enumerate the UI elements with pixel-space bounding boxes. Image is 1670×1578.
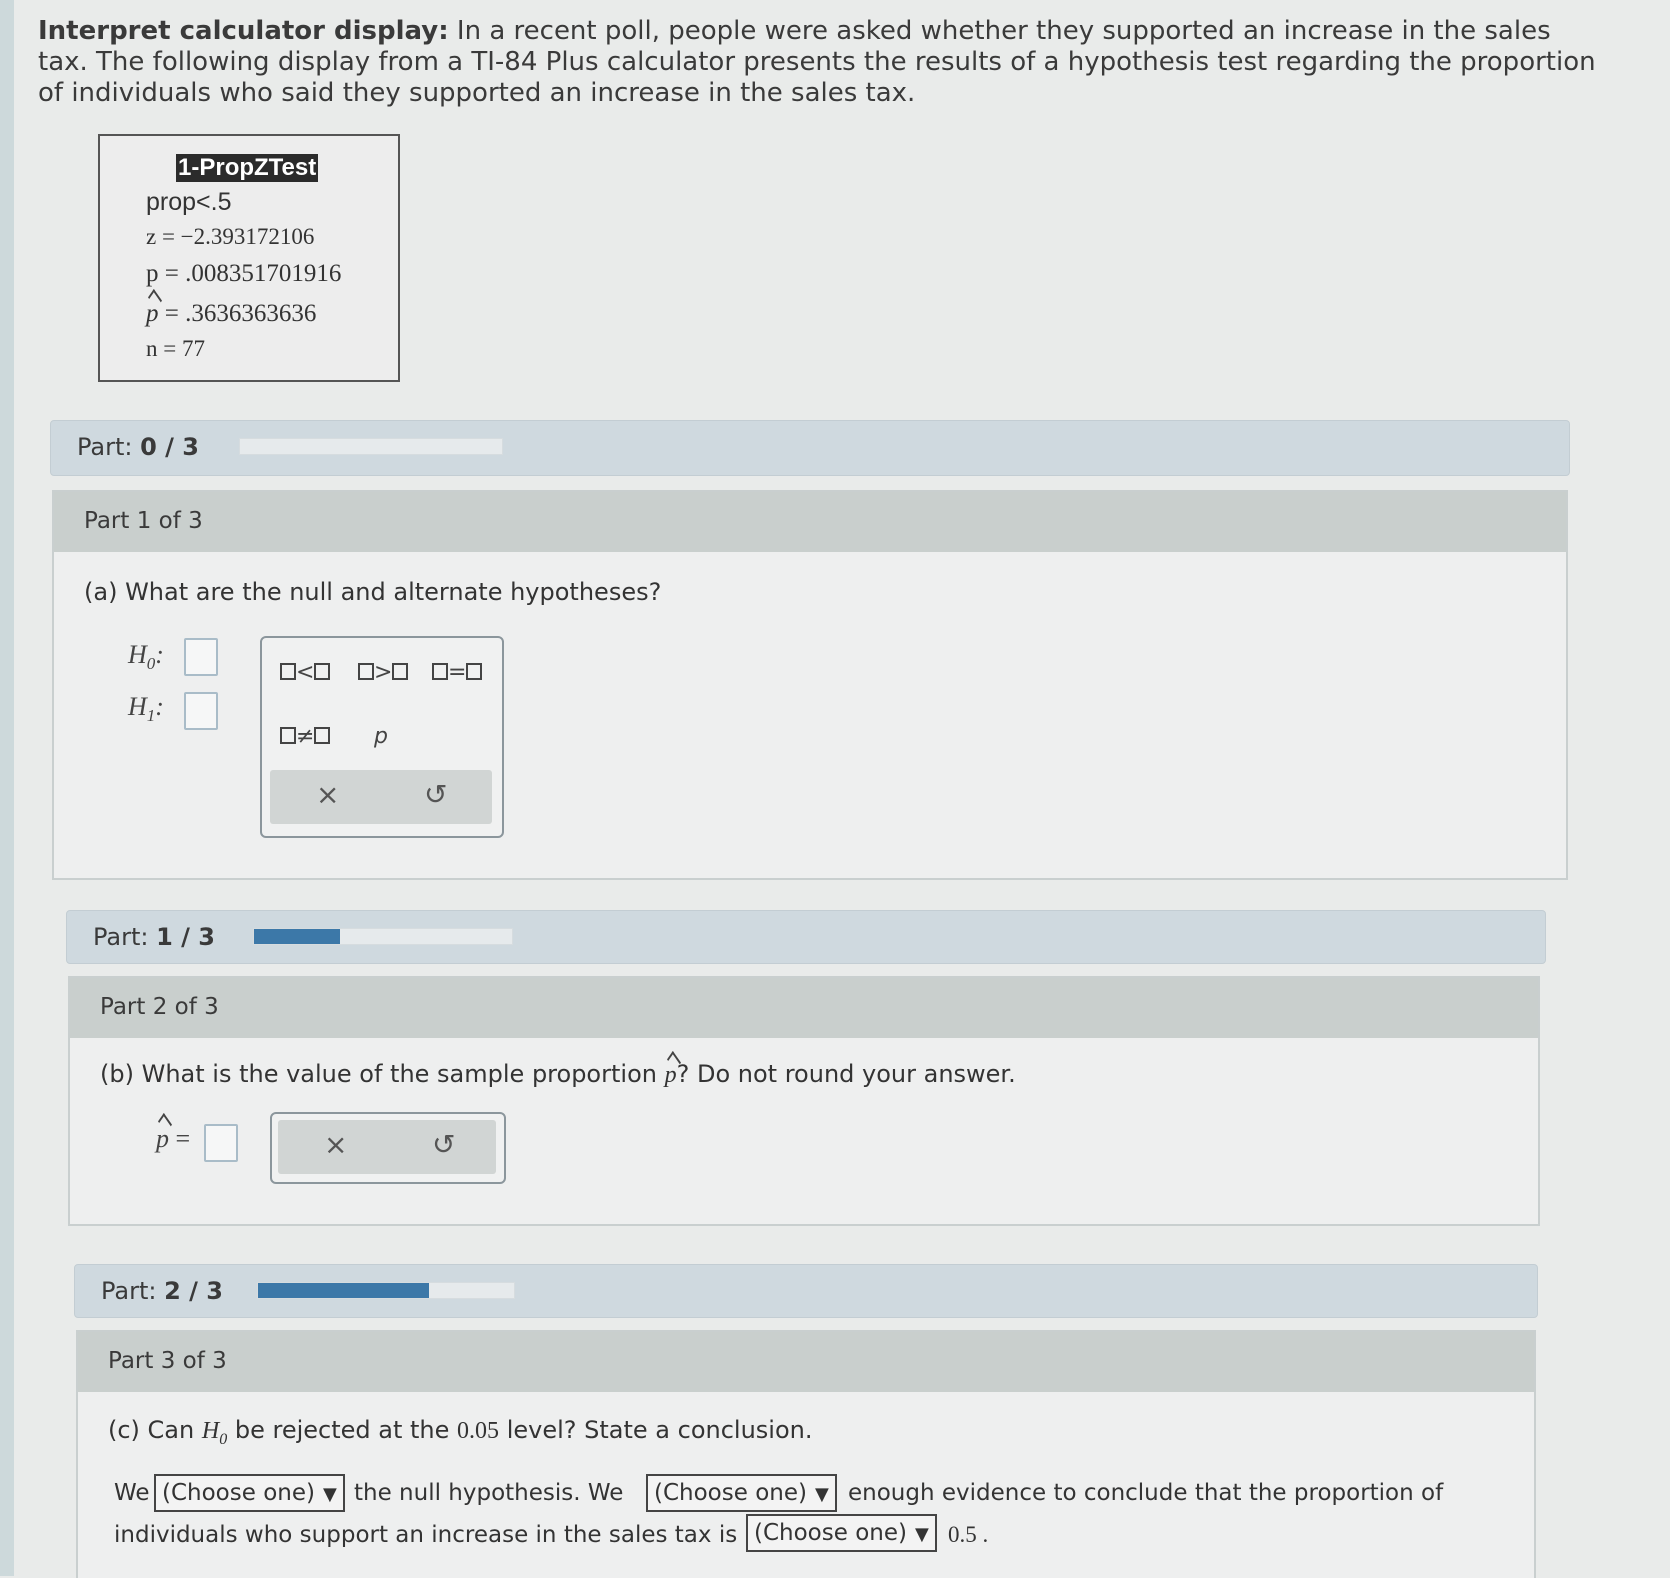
calc-z: z = −2.393172106 — [146, 224, 315, 249]
equals-button[interactable] — [432, 660, 482, 685]
h1-label: $H_1$: — [128, 692, 164, 726]
part3-question-h-sub: 0 — [219, 1430, 228, 1448]
h0-label: $H_0$: — [128, 640, 164, 674]
part2-palette — [270, 1112, 506, 1184]
conclusion-text-4: individuals who support an increase in the sales tax is — [114, 1522, 738, 1548]
part2-question-a: (b) What is the value of the sample proportion — [100, 1060, 657, 1088]
h0-sub: 0 — [146, 654, 156, 674]
clear-icon[interactable]: × — [324, 1128, 348, 1161]
part2-header — [70, 978, 1538, 1038]
progress-value: 0 / 3 — [140, 433, 199, 461]
chevron-down-icon: ▼ — [814, 1484, 829, 1505]
part2-card — [68, 976, 1540, 1226]
calc-n: n = 77 — [146, 336, 205, 361]
part3-question-b: be rejected at the — [234, 1416, 450, 1444]
chevron-down-icon: ▼ — [322, 1484, 337, 1505]
progress-value: 2 / 3 — [164, 1277, 223, 1305]
phat-label — [156, 1124, 190, 1154]
progress-bar-1 — [66, 910, 1546, 964]
part1-card — [52, 490, 1568, 880]
calc-phat — [146, 300, 316, 328]
reject-select[interactable] — [154, 1474, 345, 1512]
part3-header — [78, 1332, 1534, 1392]
left-edge — [0, 0, 14, 1576]
conclusion-text-3: enough evidence to conclude that the proportion of — [848, 1480, 1444, 1506]
calculator-display — [98, 134, 400, 382]
part1-question: (a) What are the null and alternate hypotheses? — [84, 578, 662, 606]
ne-symbol: ≠ — [296, 724, 315, 749]
less-than-button[interactable] — [280, 660, 330, 685]
part3-header-text: Part 3 of 3 — [108, 1348, 227, 1374]
conclusion-text-2: the null hypothesis. We — [354, 1480, 624, 1506]
part3-question-level: 0.05 — [457, 1418, 500, 1444]
progress-label-text: Part: — [77, 433, 133, 461]
progress-track — [253, 928, 513, 945]
part1-header — [54, 492, 1566, 552]
comparison-select[interactable] — [746, 1514, 937, 1552]
calc-p: p = .008351701916 — [146, 260, 342, 287]
part2-question-b: ? Do not round your answer. — [676, 1060, 1016, 1088]
part3-question-h: H — [201, 1418, 220, 1444]
progress-value: 1 / 3 — [156, 923, 215, 951]
calc-phat-symbol: p — [146, 300, 159, 327]
calc-phat-value: = .3636363636 — [164, 300, 317, 327]
part1-header-text: Part 1 of 3 — [84, 508, 203, 534]
part3-question-a: (c) Can — [108, 1416, 195, 1444]
progress-label-text: Part: — [93, 923, 149, 951]
eq-symbol: = — [448, 660, 467, 685]
progress-bar-2 — [74, 1264, 1538, 1318]
greater-than-button[interactable] — [358, 660, 408, 685]
h1-letter: H — [128, 692, 147, 721]
evidence-select-value: (Choose one) — [654, 1480, 807, 1506]
progress-fill — [258, 1283, 429, 1298]
reject-select-value: (Choose one) — [162, 1480, 315, 1506]
part3-card — [76, 1330, 1536, 1578]
lt-symbol: < — [296, 660, 315, 685]
progress-track — [239, 438, 503, 455]
phat-input[interactable] — [204, 1124, 238, 1162]
not-equal-button[interactable] — [280, 724, 330, 749]
gt-symbol: > — [374, 660, 393, 685]
p-button[interactable]: p — [374, 724, 388, 749]
part3-question-c: level? State a conclusion. — [506, 1416, 813, 1444]
phat-symbol: p — [156, 1124, 169, 1153]
progress-label — [101, 1277, 223, 1305]
problem-intro — [38, 16, 1598, 109]
evidence-select[interactable] — [646, 1474, 837, 1512]
progress-fill — [254, 929, 340, 944]
calculator-title: 1-PropZTest — [178, 154, 317, 181]
progress-label — [93, 923, 215, 951]
undo-icon[interactable]: ↺ — [424, 778, 448, 811]
comparison-select-value: (Choose one) — [754, 1520, 907, 1546]
clear-icon[interactable]: × — [316, 778, 340, 811]
undo-icon[interactable]: ↺ — [432, 1128, 456, 1161]
intro-text: In a recent poll, people were asked whether they supported an increase in the sales tax. The following display from a TI-84 Plus calculator presents the results of a hypothesis test regarding the proportion of individuals who said they supported an increase in the sales tax. — [38, 16, 1596, 108]
symbol-palette — [260, 636, 504, 838]
progress-label-text: Part: — [101, 1277, 157, 1305]
chevron-down-icon: ▼ — [914, 1524, 929, 1545]
calc-prop: prop<.5 — [146, 188, 232, 216]
h1-input[interactable] — [184, 692, 218, 730]
part2-question-var: p — [664, 1062, 677, 1088]
progress-track — [257, 1282, 515, 1299]
conclusion-we-1: We — [114, 1480, 150, 1506]
part3-question — [108, 1416, 812, 1449]
palette-toolbar — [270, 770, 492, 824]
h0-letter: H — [128, 640, 147, 669]
h1-sub: 1 — [146, 706, 156, 726]
conclusion-text-5: 0.5 . — [948, 1522, 989, 1547]
part2-question — [100, 1060, 1016, 1089]
phat-eq: = — [175, 1124, 191, 1153]
progress-label — [77, 433, 199, 461]
part2-toolbar — [278, 1120, 496, 1174]
h0-input[interactable] — [184, 638, 218, 676]
intro-bold: Interpret calculator display: — [38, 16, 449, 46]
part2-header-text: Part 2 of 3 — [100, 994, 219, 1020]
progress-bar-0 — [50, 420, 1570, 476]
